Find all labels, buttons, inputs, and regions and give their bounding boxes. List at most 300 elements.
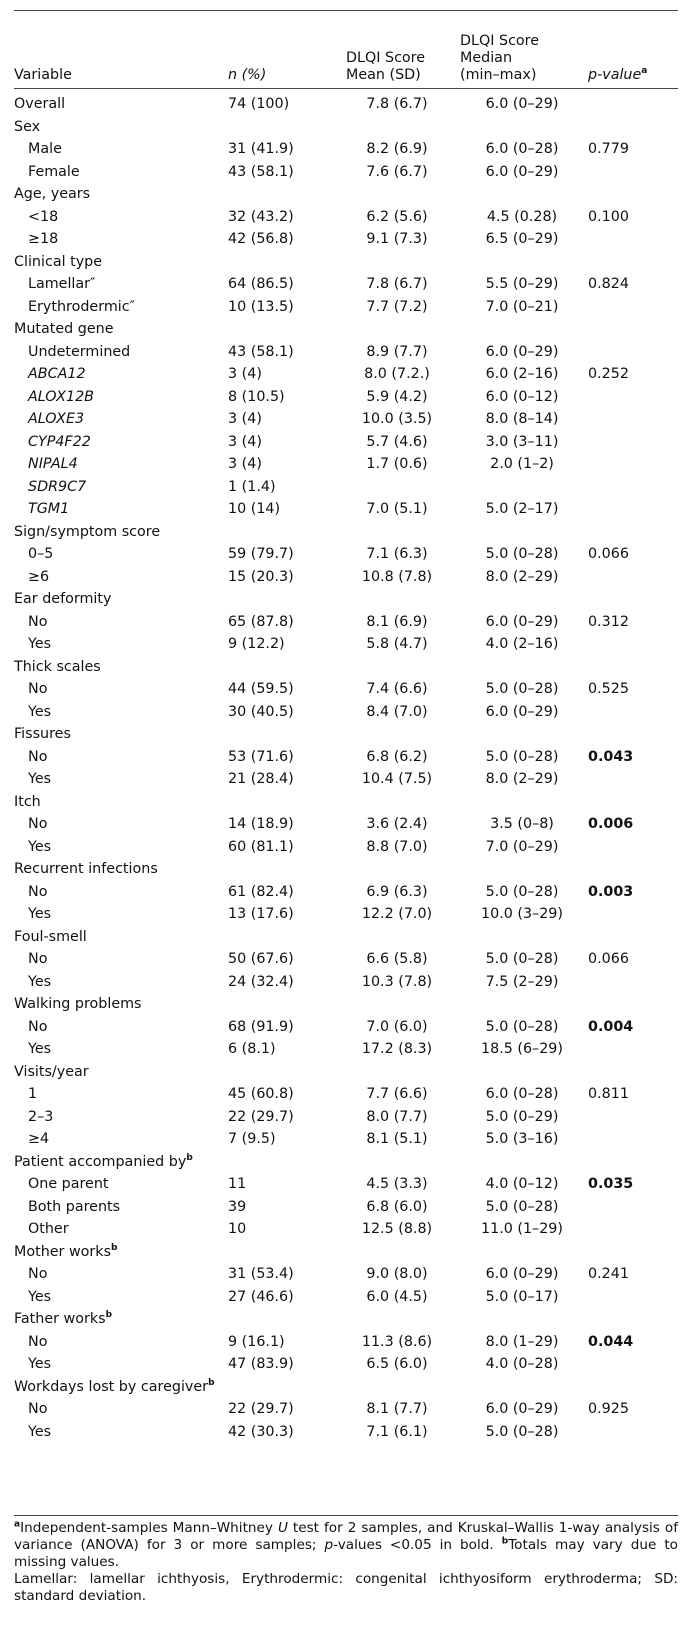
row-p-value bbox=[588, 543, 678, 566]
row-label-text: 2–3 bbox=[28, 1108, 54, 1125]
row-median bbox=[456, 1421, 588, 1444]
row-median bbox=[456, 1083, 588, 1106]
row-median-text: 4.5 (0.28) bbox=[486, 208, 558, 225]
row-mean-text: 1.7 (0.6) bbox=[366, 456, 428, 472]
row-p-value bbox=[588, 498, 678, 521]
row-median bbox=[456, 431, 588, 454]
row-mean-text: 5.7 (4.6) bbox=[366, 433, 428, 450]
row-label-text: Mutated gene bbox=[14, 321, 114, 337]
row-mean bbox=[338, 723, 456, 746]
row-n-text: 59 (79.7) bbox=[228, 546, 294, 562]
row-mean-text: 6.0 (4.5) bbox=[366, 1288, 428, 1305]
row-mean bbox=[338, 1308, 456, 1331]
row-label bbox=[14, 1061, 228, 1084]
row-label bbox=[14, 138, 228, 161]
row-mean-text: 6.5 (6.0) bbox=[366, 1356, 428, 1372]
row-median bbox=[456, 363, 588, 386]
row-mean bbox=[338, 746, 456, 769]
row-n-text: 10 (14) bbox=[228, 501, 281, 517]
table-row bbox=[14, 296, 678, 319]
row-label-text: Father works bbox=[14, 1311, 106, 1327]
row-p-value bbox=[588, 431, 678, 454]
row-mean-text: 10.4 (7.5) bbox=[361, 771, 433, 787]
row-label-text: Both parents bbox=[28, 1198, 121, 1215]
footnote-a-sup: a bbox=[14, 1519, 21, 1530]
table-row bbox=[14, 813, 678, 836]
row-median bbox=[456, 228, 588, 251]
row-n-text: 3 (4) bbox=[228, 366, 262, 382]
row-n bbox=[228, 926, 338, 949]
row-p-value bbox=[588, 1308, 678, 1331]
table-row bbox=[14, 183, 678, 206]
row-label-text: Yes bbox=[28, 1288, 52, 1305]
row-mean bbox=[338, 1421, 456, 1444]
table-row bbox=[14, 1353, 678, 1376]
table-row bbox=[14, 476, 678, 499]
row-mean bbox=[338, 273, 456, 296]
row-n bbox=[228, 296, 338, 319]
row-mean-text: 3.6 (2.4) bbox=[366, 816, 428, 832]
row-mean bbox=[338, 93, 456, 116]
table-row bbox=[14, 1151, 678, 1174]
table-row bbox=[14, 566, 678, 589]
table-row bbox=[14, 318, 678, 341]
table-body bbox=[14, 93, 678, 1443]
row-n bbox=[228, 1263, 338, 1286]
row-p-value bbox=[588, 408, 678, 431]
row-mean bbox=[338, 791, 456, 814]
row-label-sup: b bbox=[105, 1310, 113, 1321]
row-p-value bbox=[588, 138, 678, 161]
row-p-value-text: 0.525 bbox=[588, 681, 629, 697]
table-row bbox=[14, 93, 678, 116]
table-row bbox=[14, 1083, 678, 1106]
row-mean bbox=[338, 138, 456, 161]
row-label-text: Yes bbox=[28, 771, 52, 787]
row-label-text: ≥18 bbox=[28, 231, 59, 247]
row-label-text: SDR9C7 bbox=[28, 478, 87, 495]
row-p-value-text: 0.006 bbox=[588, 816, 634, 832]
row-p-value bbox=[588, 566, 678, 589]
header-mean-line1: DLQI Score bbox=[346, 50, 426, 66]
row-mean bbox=[338, 228, 456, 251]
row-label-text: Visits/year bbox=[14, 1063, 89, 1080]
row-label-text: Male bbox=[28, 141, 62, 157]
row-mean-text: 17.2 (8.3) bbox=[361, 1041, 433, 1057]
row-n bbox=[228, 611, 338, 634]
table-row bbox=[14, 993, 678, 1016]
header-p-text: p-value bbox=[588, 67, 642, 83]
row-label-text: TGM1 bbox=[28, 501, 70, 517]
row-p-value bbox=[588, 228, 678, 251]
row-label bbox=[14, 521, 228, 544]
table-row bbox=[14, 1263, 678, 1286]
row-p-value-text: 0.035 bbox=[588, 1176, 634, 1192]
row-p-value bbox=[588, 1331, 678, 1354]
row-label bbox=[14, 1016, 228, 1039]
header-median-line3: (min–max) bbox=[460, 67, 537, 83]
table-row bbox=[14, 453, 678, 476]
row-mean bbox=[338, 926, 456, 949]
row-n-text: 44 (59.5) bbox=[228, 681, 294, 697]
row-p-value bbox=[588, 1376, 678, 1399]
row-label bbox=[14, 453, 228, 476]
row-label bbox=[14, 656, 228, 679]
row-n bbox=[228, 453, 338, 476]
row-p-value bbox=[588, 768, 678, 791]
row-label bbox=[14, 161, 228, 184]
row-label bbox=[14, 1128, 228, 1151]
row-mean-text: 5.8 (4.7) bbox=[366, 636, 428, 652]
row-mean-text: 7.4 (6.6) bbox=[366, 681, 428, 697]
row-median-text: 6.0 (0–29) bbox=[485, 96, 559, 112]
row-n bbox=[228, 116, 338, 139]
row-median bbox=[456, 971, 588, 994]
row-median bbox=[456, 926, 588, 949]
row-label-text: Yes bbox=[28, 636, 52, 652]
row-label bbox=[14, 903, 228, 926]
row-median-text: 4.0 (0–28) bbox=[485, 1356, 559, 1372]
row-mean-text: 5.9 (4.2) bbox=[366, 388, 428, 405]
row-mean-text: 10.8 (7.8) bbox=[361, 568, 433, 585]
row-median-text: 6.0 (2–16) bbox=[485, 366, 559, 382]
row-mean-text: 9.1 (7.3) bbox=[366, 231, 428, 247]
table-row bbox=[14, 431, 678, 454]
row-n-text: 43 (58.1) bbox=[228, 343, 294, 360]
row-label bbox=[14, 1106, 228, 1129]
row-n bbox=[228, 386, 338, 409]
row-p-value bbox=[588, 1106, 678, 1129]
row-n bbox=[228, 251, 338, 274]
row-n bbox=[228, 813, 338, 836]
row-p-value bbox=[588, 1241, 678, 1264]
table-row bbox=[14, 881, 678, 904]
row-median bbox=[456, 611, 588, 634]
row-label bbox=[14, 1353, 228, 1376]
row-label bbox=[14, 588, 228, 611]
row-mean-text: 6.6 (5.8) bbox=[366, 951, 428, 967]
table-row bbox=[14, 251, 678, 274]
row-mean-text: 8.2 (6.9) bbox=[366, 141, 428, 157]
row-median bbox=[456, 476, 588, 499]
table-header bbox=[14, 20, 678, 84]
row-n bbox=[228, 1353, 338, 1376]
row-label bbox=[14, 341, 228, 364]
row-median bbox=[456, 498, 588, 521]
row-mean-text: 8.1 (6.9) bbox=[366, 613, 428, 630]
row-n bbox=[228, 1106, 338, 1129]
table-row bbox=[14, 611, 678, 634]
row-n-text: 3 (4) bbox=[228, 411, 262, 427]
row-label-text: Fissures bbox=[14, 726, 71, 742]
row-label-text: Workdays lost by caregiver bbox=[14, 1378, 209, 1395]
row-mean bbox=[338, 633, 456, 656]
row-mean bbox=[338, 318, 456, 341]
row-median bbox=[456, 768, 588, 791]
row-median bbox=[456, 251, 588, 274]
row-n-text: 9 (16.1) bbox=[228, 1333, 285, 1350]
row-n-text: 6 (8.1) bbox=[228, 1041, 276, 1057]
row-n-text: 3 (4) bbox=[228, 433, 262, 450]
row-p-value bbox=[588, 813, 678, 836]
row-n bbox=[228, 1241, 338, 1264]
row-median bbox=[456, 138, 588, 161]
table-row bbox=[14, 1218, 678, 1241]
row-mean bbox=[338, 1286, 456, 1309]
row-mean bbox=[338, 1218, 456, 1241]
row-n-text: 22 (29.7) bbox=[228, 1108, 294, 1125]
row-n bbox=[228, 768, 338, 791]
row-mean-text: 7.8 (6.7) bbox=[366, 96, 428, 112]
row-label-text: NIPAL4 bbox=[28, 456, 78, 472]
row-mean-text: 8.4 (7.0) bbox=[366, 703, 428, 720]
row-mean bbox=[338, 1331, 456, 1354]
row-label-text: No bbox=[28, 883, 48, 900]
row-n bbox=[228, 1061, 338, 1084]
row-p-value-text: 0.043 bbox=[588, 748, 634, 765]
row-n-text: 13 (17.6) bbox=[228, 906, 294, 922]
row-label-text: Yes bbox=[28, 1356, 52, 1372]
header-median-line1: DLQI Score bbox=[460, 33, 540, 49]
row-label bbox=[14, 1263, 228, 1286]
row-label bbox=[14, 543, 228, 566]
row-median bbox=[456, 588, 588, 611]
footnote-a bbox=[14, 1520, 678, 1571]
header-mean bbox=[338, 20, 456, 84]
row-label-text: Yes bbox=[28, 1423, 52, 1440]
row-mean-text: 7.8 (6.7) bbox=[366, 276, 428, 292]
row-p-value bbox=[588, 206, 678, 229]
row-median bbox=[456, 1173, 588, 1196]
row-label bbox=[14, 948, 228, 971]
row-n-text: 42 (56.8) bbox=[228, 231, 294, 247]
row-median bbox=[456, 1106, 588, 1129]
table-row bbox=[14, 161, 678, 184]
row-n bbox=[228, 408, 338, 431]
row-p-value bbox=[588, 363, 678, 386]
row-median bbox=[456, 386, 588, 409]
row-median bbox=[456, 993, 588, 1016]
row-n bbox=[228, 903, 338, 926]
table-row bbox=[14, 1241, 678, 1264]
row-label-text: Sign/symptom score bbox=[14, 523, 161, 540]
row-label-text: ≥4 bbox=[28, 1131, 50, 1147]
row-n bbox=[228, 93, 338, 116]
row-p-value-text: 0.824 bbox=[588, 276, 629, 292]
row-mean-text: 6.2 (5.6) bbox=[366, 208, 428, 225]
table-row bbox=[14, 498, 678, 521]
row-mean-text: 6.8 (6.2) bbox=[366, 748, 428, 765]
row-median bbox=[456, 1308, 588, 1331]
row-label-text: One parent bbox=[28, 1176, 109, 1192]
row-label bbox=[14, 1398, 228, 1421]
row-p-value-text: 0.066 bbox=[588, 546, 629, 562]
row-median bbox=[456, 453, 588, 476]
row-label-text: Age, years bbox=[14, 186, 91, 202]
row-median-text: 6.0 (0–28) bbox=[485, 1086, 559, 1102]
table-row bbox=[14, 1421, 678, 1444]
row-n-text: 65 (87.8) bbox=[228, 613, 294, 630]
table-row bbox=[14, 903, 678, 926]
row-median bbox=[456, 1286, 588, 1309]
row-label-text: ALOX12B bbox=[28, 388, 94, 405]
row-label bbox=[14, 206, 228, 229]
row-n bbox=[228, 341, 338, 364]
table-row bbox=[14, 1061, 678, 1084]
row-mean bbox=[338, 1128, 456, 1151]
row-mean-text: 7.0 (5.1) bbox=[366, 501, 428, 517]
table-row bbox=[14, 1308, 678, 1331]
row-mean-text: 8.0 (7.2.) bbox=[364, 366, 430, 382]
row-mean-text: 8.9 (7.7) bbox=[366, 343, 428, 360]
row-median bbox=[456, 1218, 588, 1241]
row-mean bbox=[338, 701, 456, 724]
row-label bbox=[14, 768, 228, 791]
row-label-text: Foul-smell bbox=[14, 928, 87, 945]
row-p-value-text: 0.925 bbox=[588, 1401, 629, 1417]
row-mean bbox=[338, 161, 456, 184]
row-n bbox=[228, 1151, 338, 1174]
row-label-text: Mother works bbox=[14, 1243, 112, 1260]
row-label-text: Undetermined bbox=[28, 343, 131, 360]
row-n bbox=[228, 318, 338, 341]
row-p-value bbox=[588, 251, 678, 274]
row-n-text: 14 (18.9) bbox=[228, 816, 294, 832]
row-label bbox=[14, 93, 228, 116]
row-p-value bbox=[588, 993, 678, 1016]
row-p-value bbox=[588, 723, 678, 746]
row-median bbox=[456, 903, 588, 926]
row-mean bbox=[338, 1061, 456, 1084]
row-p-value-text: 0.779 bbox=[588, 141, 629, 157]
row-median bbox=[456, 1061, 588, 1084]
row-label-text: No bbox=[28, 748, 48, 765]
row-mean bbox=[338, 116, 456, 139]
row-median bbox=[456, 1196, 588, 1219]
row-mean bbox=[338, 498, 456, 521]
row-n-text: 50 (67.6) bbox=[228, 951, 294, 967]
row-median-text: 5.0 (0–28) bbox=[485, 546, 559, 562]
row-n bbox=[228, 723, 338, 746]
row-n-text: 24 (32.4) bbox=[228, 973, 294, 990]
footnote-a-text1: Independent-samples Mann–Whitney bbox=[20, 1520, 278, 1536]
row-n-text: 53 (71.6) bbox=[228, 748, 294, 765]
row-n bbox=[228, 363, 338, 386]
table-row bbox=[14, 543, 678, 566]
row-label-text: No bbox=[28, 816, 48, 832]
table-row bbox=[14, 1038, 678, 1061]
row-n bbox=[228, 138, 338, 161]
row-n bbox=[228, 1421, 338, 1444]
row-p-value bbox=[588, 746, 678, 769]
row-label-text: Sex bbox=[14, 118, 41, 135]
row-median-text: 8.0 (8–14) bbox=[485, 411, 559, 427]
row-mean-text: 12.2 (7.0) bbox=[361, 906, 433, 922]
row-p-value bbox=[588, 1263, 678, 1286]
row-mean-text: 6.8 (6.0) bbox=[366, 1198, 428, 1215]
row-label bbox=[14, 1308, 228, 1331]
row-label bbox=[14, 296, 228, 319]
row-label-text: No bbox=[28, 613, 48, 630]
row-p-value-text: 0.241 bbox=[588, 1266, 629, 1282]
row-n-text: 11 bbox=[228, 1176, 247, 1192]
row-p-value-text: 0.252 bbox=[588, 366, 629, 382]
row-n bbox=[228, 791, 338, 814]
row-p-value bbox=[588, 318, 678, 341]
row-median-text: 7.0 (0–29) bbox=[485, 838, 559, 855]
row-median bbox=[456, 881, 588, 904]
row-mean bbox=[338, 566, 456, 589]
row-median-text: 3.0 (3–11) bbox=[485, 433, 559, 450]
row-mean-text: 8.0 (7.7) bbox=[366, 1108, 428, 1125]
row-n-text: 1 (1.4) bbox=[228, 478, 276, 495]
row-n-text: 21 (28.4) bbox=[228, 771, 294, 787]
row-n-text: 42 (30.3) bbox=[228, 1423, 294, 1440]
row-median-text: 6.5 (0–29) bbox=[485, 231, 559, 247]
row-mean bbox=[338, 1196, 456, 1219]
row-median-text: 6.0 (0–29) bbox=[485, 613, 559, 630]
row-n-text: 10 (13.5) bbox=[228, 298, 294, 315]
header-mean-line2: Mean (SD) bbox=[346, 67, 421, 83]
table-row bbox=[14, 926, 678, 949]
row-p-value bbox=[588, 273, 678, 296]
row-label bbox=[14, 386, 228, 409]
row-label-text: Yes bbox=[28, 1041, 52, 1057]
row-p-value bbox=[588, 836, 678, 859]
row-median bbox=[456, 183, 588, 206]
row-label bbox=[14, 1241, 228, 1264]
row-p-value bbox=[588, 521, 678, 544]
row-n-text: 61 (82.4) bbox=[228, 883, 294, 900]
table-top-rule bbox=[14, 10, 678, 11]
row-mean bbox=[338, 588, 456, 611]
row-mean bbox=[338, 1016, 456, 1039]
row-label-text: No bbox=[28, 951, 48, 967]
row-mean bbox=[338, 183, 456, 206]
table-row bbox=[14, 228, 678, 251]
row-p-value bbox=[588, 296, 678, 319]
row-mean-text: 7.1 (6.3) bbox=[366, 546, 428, 562]
row-p-value bbox=[588, 93, 678, 116]
row-n-text: 27 (46.6) bbox=[228, 1288, 294, 1305]
footnote-a-p: p bbox=[324, 1537, 334, 1553]
row-median bbox=[456, 633, 588, 656]
row-median bbox=[456, 1263, 588, 1286]
row-label-text: Yes bbox=[28, 973, 52, 990]
row-mean bbox=[338, 543, 456, 566]
row-mean bbox=[338, 993, 456, 1016]
row-p-value bbox=[588, 948, 678, 971]
row-label-text: Itch bbox=[14, 793, 41, 810]
row-median-text: 6.0 (0–28) bbox=[485, 141, 559, 157]
row-label bbox=[14, 993, 228, 1016]
row-n bbox=[228, 476, 338, 499]
row-median bbox=[456, 656, 588, 679]
row-n-text: 7 (9.5) bbox=[228, 1131, 276, 1147]
row-median bbox=[456, 543, 588, 566]
row-n-text: 31 (53.4) bbox=[228, 1266, 294, 1282]
row-median-text: 5.0 (0–28) bbox=[485, 681, 559, 697]
row-n bbox=[228, 273, 338, 296]
row-n-text: 45 (60.8) bbox=[228, 1086, 294, 1102]
row-median-text: 5.0 (0–29) bbox=[485, 1108, 559, 1125]
table-row bbox=[14, 791, 678, 814]
table-row bbox=[14, 1106, 678, 1129]
table-row bbox=[14, 138, 678, 161]
row-p-value bbox=[588, 476, 678, 499]
row-n bbox=[228, 1038, 338, 1061]
row-label-text: Yes bbox=[28, 703, 52, 720]
